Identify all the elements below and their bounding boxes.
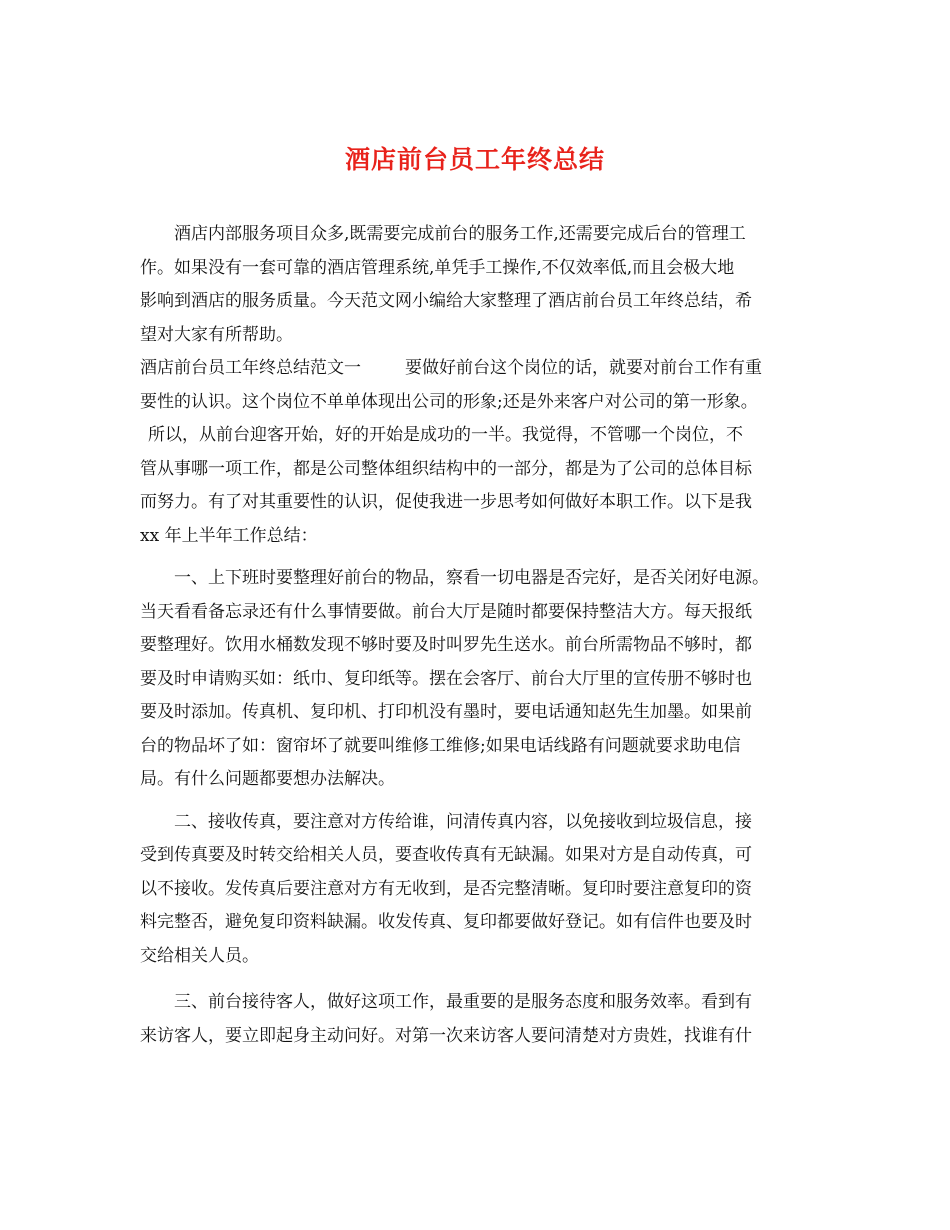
- paragraph-line: 以不接收。发传真后要注意对方有无收到，是否完整清晰。复印时要注意复印的资: [140, 878, 752, 899]
- paragraph-line: 望对大家有所帮助。: [140, 324, 293, 345]
- paragraph-line: 影响到酒店的服务质量。今天范文网小编给大家整理了酒店前台员工年终总结，希: [140, 291, 752, 311]
- paragraph-line: 受到传真要及时转交给相关人员，要查收传真有无缺漏。如果对方是自动传真，可: [140, 845, 752, 865]
- paragraph-line: 而努力。有了对其重要性的认识，促使我进一步思考如何做好本职工作。以下是我: [140, 492, 752, 512]
- paragraph-line: 要整理好。饮用水桶数发现不够时要及时叫罗先生送水。前台所需物品不够时，都: [140, 635, 752, 655]
- paragraph-line: 局。有什么问题都要想办法解决。: [140, 769, 395, 789]
- paragraph-line: 三、前台接待客人，做好这项工作，最重要的是服务态度和服务效率。看到有: [174, 992, 752, 1012]
- paragraph-line: 当天看看备忘录还有什么事情要做。前台大厅是随时都要保持整洁大方。每天报纸: [140, 601, 752, 622]
- paragraph-line: 一、上下班时要整理好前台的物品，察看一切电器是否完好，是否关闭好电源。: [174, 568, 769, 588]
- paragraph-line: 所以，从前台迎客开始，好的开始是成功的一半。我觉得，不管哪一个岗位，不: [148, 425, 743, 445]
- paragraph-line: 二、接收传真，要注意对方传给谁，问清传真内容，以免接收到垃圾信息，接: [174, 811, 752, 832]
- paragraph-line: xx 年上半年工作总结：: [140, 525, 318, 546]
- paragraph-line: 要及时申请购买如：纸巾、复印纸等。摆在会客厅、前台大厅里的宣传册不够时也: [140, 668, 752, 689]
- paragraph-line: 要性的认识。这个岗位不单单体现出公司的形象;还是外来客户对公司的第一形象。: [140, 391, 758, 412]
- section-text: 要做好前台这个岗位的话，就要对前台工作有重: [405, 358, 762, 378]
- paragraph-line: 来访客人，要立即起身主动问好。对第一次来访客人要问清楚对方贵姓，找谁有什: [140, 1025, 752, 1046]
- paragraph-line: 酒店内部服务项目众多,既需要完成前台的服务工作,还需要完成后台的管理工: [174, 224, 746, 244]
- document-title: 酒店前台员工年终总结: [344, 145, 605, 174]
- paragraph-line: 管从事哪一项工作，都是公司整体组织结构中的一部分，都是为了公司的总体目标: [140, 458, 752, 479]
- paragraph-line: 台的物品坏了如：窗帘坏了就要叫维修工维修;如果电话线路有问题就要求助电信: [140, 735, 741, 756]
- paragraph-line: 交给相关人员。: [140, 945, 259, 966]
- document-body: [140, 218, 812, 1053]
- paragraph-line: 要及时添加。传真机、复印机、打印机没有墨时，要电话通知赵先生加墨。如果前: [140, 702, 752, 722]
- paragraph-line: [140, 352, 812, 386]
- section-heading: 酒店前台员工年终总结范文一: [140, 358, 361, 378]
- paragraph-line: 作。如果没有一套可靠的酒店管理系统,单凭手工操作,不仅效率低,而且会极大地: [140, 257, 735, 278]
- paragraph-line: 料完整否，避免复印资料缺漏。收发传真、复印都要做好登记。如有信件也要及时: [140, 912, 752, 932]
